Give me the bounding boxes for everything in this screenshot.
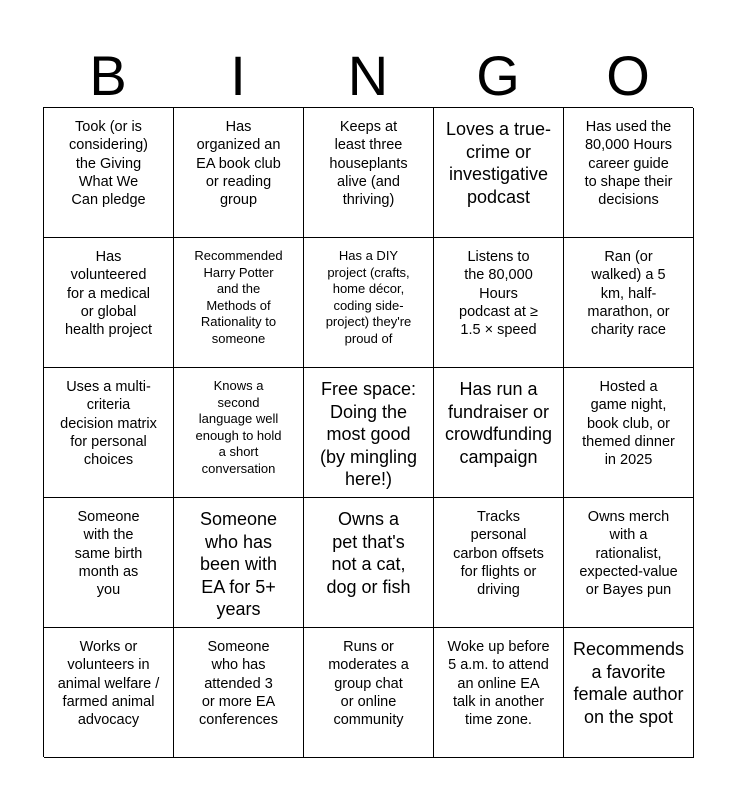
bingo-cell[interactable]	[434, 108, 564, 238]
cell-text: Uses a multi- criteria decision matrix for personal choices	[60, 379, 157, 469]
cell-text: Has volunteered for a medical or global health project	[64, 249, 153, 339]
cell-text: Recommended Harry Potter and the Methods of Rationality to someone	[194, 248, 283, 346]
header-letter-n: N	[347, 44, 389, 107]
cell-text: Loves a true- crime or investigative podcast	[445, 119, 552, 207]
cell-text: Tracks personal carbon offsets for flights or driving	[453, 509, 544, 599]
bingo-cell[interactable]	[434, 238, 564, 368]
cell-text: Free space: Doing the most good (by mingling here!)	[319, 379, 418, 489]
cell-text: Recommends a favorite female author on the spot	[572, 639, 685, 727]
cell-text: Someone who has been with EA for 5+ years	[199, 509, 278, 619]
bingo-cell[interactable]	[44, 238, 174, 368]
bingo-cell[interactable]	[434, 368, 564, 498]
bingo-cell[interactable]	[174, 368, 304, 498]
cell-text: Someone who has attended 3 or more EA conferences	[199, 639, 278, 729]
cell-text: Has organized an EA book club or reading group	[196, 119, 281, 209]
header-letter-b: B	[89, 44, 127, 107]
bingo-header	[43, 45, 693, 107]
cell-text: Has run a fundraiser or crowdfunding campaign	[444, 379, 553, 467]
bingo-cell[interactable]	[564, 238, 694, 368]
cell-text: Keeps at least three houseplants alive (and thriving)	[329, 119, 408, 209]
cell-text: Works or volunteers in animal welfare / farmed animal advocacy	[57, 639, 160, 729]
bingo-cell[interactable]	[174, 628, 304, 758]
header-letter-g: G	[476, 44, 520, 107]
cell-text: Owns a pet that's not a cat, dog or fish	[326, 509, 411, 597]
bingo-cell[interactable]	[44, 498, 174, 628]
cell-text: Took (or is considering) the Giving What We Can pledge	[69, 119, 148, 209]
bingo-cell[interactable]	[564, 498, 694, 628]
cell-text: Runs or moderates a group chat or online community	[328, 639, 409, 729]
cell-text: Knows a second language well enough to hold a short conversation	[195, 378, 282, 476]
cell-text: Woke up before 5 a.m. to attend an online EA talk in another time zone.	[447, 639, 550, 729]
bingo-cell[interactable]	[44, 368, 174, 498]
cell-text: Someone with the same birth month as you	[74, 509, 143, 599]
cell-text: Listens to the 80,000 Hours podcast at ≥ 1.5 × speed	[459, 249, 538, 339]
cell-text: Has used the 80,000 Hours career guide to shape their decisions	[584, 119, 673, 209]
header-letter-i: I	[230, 44, 246, 107]
cell-text: Has a DIY project (crafts, home décor, coding side- project) they're proud of	[325, 248, 412, 346]
bingo-cell-free-space[interactable]	[304, 368, 434, 498]
bingo-cell[interactable]	[564, 108, 694, 238]
bingo-cell[interactable]	[434, 498, 564, 628]
bingo-cell[interactable]	[564, 628, 694, 758]
cell-text: Ran (or walked) a 5 km, half- marathon, or charity race	[587, 249, 670, 339]
bingo-cell[interactable]	[44, 108, 174, 238]
cell-text: Owns merch with a rationalist, expected-value or Bayes pun	[579, 509, 678, 599]
bingo-cell[interactable]	[174, 238, 304, 368]
header-letter-o: O	[606, 44, 650, 107]
bingo-board	[43, 107, 693, 757]
bingo-cell[interactable]	[174, 498, 304, 628]
bingo-cell[interactable]	[174, 108, 304, 238]
cell-text: Hosted a game night, book club, or themed dinner in 2025	[582, 379, 675, 469]
bingo-cell[interactable]	[304, 498, 434, 628]
bingo-cell[interactable]	[304, 238, 434, 368]
bingo-cell[interactable]	[44, 628, 174, 758]
bingo-cell[interactable]	[564, 368, 694, 498]
bingo-cell[interactable]	[304, 628, 434, 758]
bingo-cell[interactable]	[304, 108, 434, 238]
bingo-cell[interactable]	[434, 628, 564, 758]
